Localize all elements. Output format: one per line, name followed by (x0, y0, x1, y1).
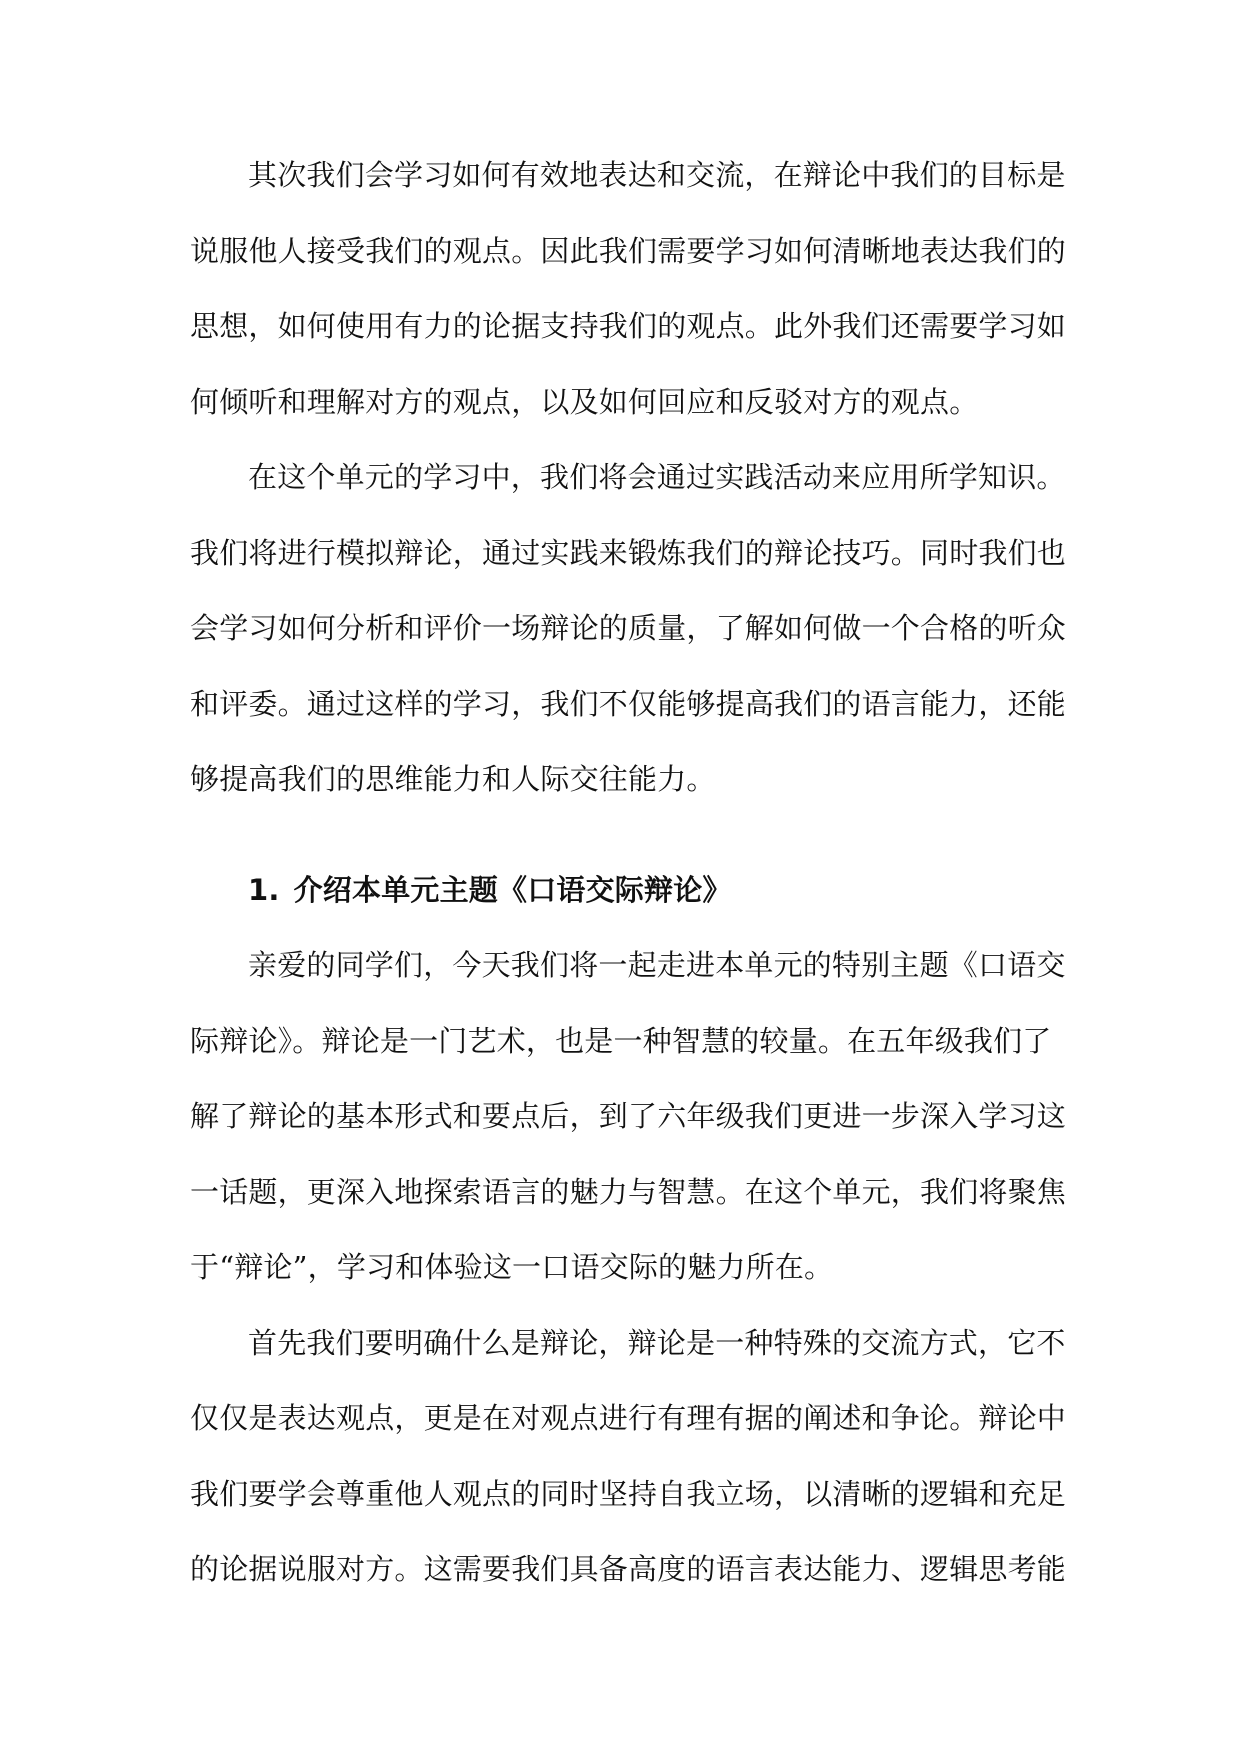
paragraph-line: 思想，如何使用有力的论据支持我们的观点。此外我们还需要学习如 (190, 309, 1067, 343)
paragraph-3 (190, 928, 1067, 1306)
paragraph-1 (190, 138, 1067, 440)
paragraph-line: 我们将进行模拟辩论，通过实践来锻炼我们的辩论技巧。同时我们也 (190, 535, 1067, 570)
section-heading (190, 853, 1055, 929)
paragraph-line: 于“辩论”，学习和体验这一口语交际的魅力所在。 (190, 1250, 834, 1284)
paragraph-line: 一话题，更深入地探索语言的魅力与智慧。在这个单元，我们将聚焦 (190, 1174, 1067, 1209)
document-body (190, 138, 1067, 1608)
paragraph-line: 解了辩论的基本形式和要点后，到了六年级我们更进一步深入学习这 (190, 1099, 1067, 1133)
heading-number: 1. (248, 872, 280, 907)
heading-text: 介绍本单元主题《口语交际辩论》 (293, 872, 732, 907)
paragraph-line: 际辩论》。辩论是一门艺术，也是一种智慧的较量。在五年级我们了 (190, 1023, 1052, 1058)
paragraph-line: 够提高我们的思维能力和人际交往能力。 (190, 762, 716, 796)
paragraph-line: 和评委。通过这样的学习，我们不仅能够提高我们的语言能力，还能 (190, 686, 1067, 721)
paragraph-2 (190, 440, 1067, 818)
heading-line (190, 853, 1055, 929)
paragraph-line: 我们要学会尊重他人观点的同时坚持自我立场，以清晰的逻辑和充足 (190, 1476, 1067, 1511)
section-spacer (190, 818, 1055, 853)
paragraph-4 (190, 1306, 1067, 1608)
paragraph-line: 在这个单元的学习中，我们将会通过实践活动来应用所学知识。 (248, 460, 1066, 494)
paragraph-line: 其次我们会学习如何有效地表达和交流，在辩论中我们的目标是 (248, 158, 1066, 192)
paragraph-line: 首先我们要明确什么是辩论，辩论是一种特殊的交流方式，它不 (248, 1325, 1066, 1360)
paragraph-line: 会学习如何分析和评价一场辩论的质量，了解如何做一个合格的听众 (190, 611, 1067, 645)
paragraph-line: 说服他人接受我们的观点。因此我们需要学习如何清晰地表达我们的 (190, 233, 1067, 268)
paragraph-line: 仅仅是表达观点，更是在对观点进行有理有据的阐述和争论。辩论中 (190, 1401, 1067, 1435)
paragraph-line: 的论据说服对方。这需要我们具备高度的语言表达能力、逻辑思考能 (190, 1552, 1067, 1586)
paragraph-line: 亲爱的同学们，今天我们将一起走进本单元的特别主题《口语交 (248, 948, 1066, 982)
paragraph-line: 何倾听和理解对方的观点，以及如何回应和反驳对方的观点。 (190, 384, 979, 419)
